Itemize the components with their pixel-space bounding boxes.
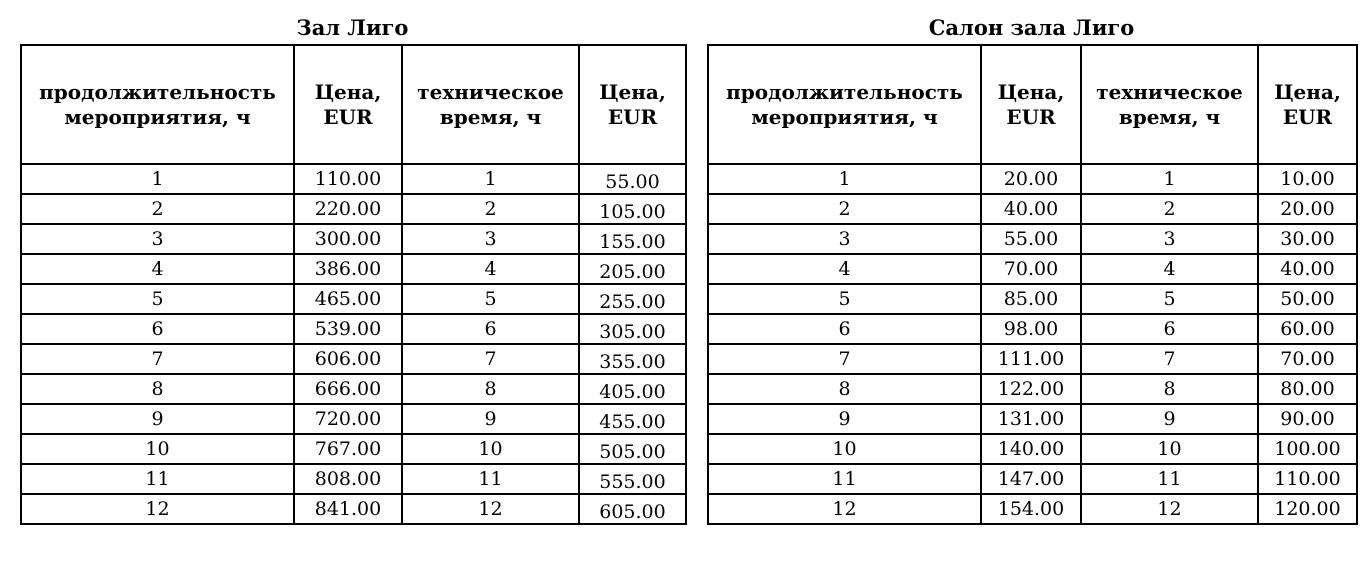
cell-duration-value: 3 xyxy=(838,228,851,250)
cell-technical-price-value: 255.00 xyxy=(599,291,666,313)
cell-duration-value: 11 xyxy=(145,468,170,490)
cell-technical-time-value: 6 xyxy=(1163,318,1176,340)
cell-price-value: 55.00 xyxy=(1003,228,1059,250)
cell-technical-price xyxy=(579,404,686,434)
cell-duration xyxy=(708,194,981,224)
cell-technical-price xyxy=(1258,164,1357,194)
table-row xyxy=(708,224,1357,254)
cell-duration xyxy=(21,314,294,344)
cell-price-value: 70.00 xyxy=(1003,258,1059,280)
cell-technical-price xyxy=(579,494,686,524)
cell-technical-price-value: 100.00 xyxy=(1274,438,1341,460)
table-row xyxy=(21,164,686,194)
cell-duration xyxy=(21,344,294,374)
cell-technical-price-value: 405.00 xyxy=(599,381,666,403)
cell-technical-price-value: 555.00 xyxy=(599,471,666,493)
cell-duration xyxy=(708,254,981,284)
cell-price xyxy=(294,194,402,224)
cell-technical-time-value: 10 xyxy=(478,438,503,460)
cell-duration-value: 2 xyxy=(151,198,164,220)
cell-technical-time-value: 12 xyxy=(1157,498,1182,520)
cell-price-value: 131.00 xyxy=(997,408,1065,430)
cell-technical-price-value: 90.00 xyxy=(1280,408,1335,430)
cell-technical-time xyxy=(1081,254,1258,284)
cell-technical-time xyxy=(1081,434,1258,464)
cell-duration xyxy=(21,254,294,284)
cell-duration-value: 7 xyxy=(838,348,851,370)
ligo-salon-table-body xyxy=(708,164,1357,524)
cell-technical-price xyxy=(579,254,686,284)
cell-duration xyxy=(21,284,294,314)
cell-technical-time xyxy=(402,194,579,224)
cell-technical-price xyxy=(1258,254,1357,284)
cell-price xyxy=(981,314,1081,344)
cell-technical-price xyxy=(1258,374,1357,404)
header-price: Цена, EUR xyxy=(981,45,1081,164)
cell-duration xyxy=(708,464,981,494)
cell-technical-price xyxy=(1258,464,1357,494)
cell-price xyxy=(294,464,402,494)
cell-technical-price xyxy=(1258,224,1357,254)
cell-technical-time xyxy=(1081,404,1258,434)
table-header-row xyxy=(21,45,686,164)
cell-technical-price-value: 505.00 xyxy=(599,441,666,463)
cell-duration-value: 1 xyxy=(151,168,164,190)
cell-duration xyxy=(708,284,981,314)
cell-price-value: 767.00 xyxy=(314,438,382,460)
cell-price xyxy=(294,434,402,464)
cell-technical-price xyxy=(1258,404,1357,434)
ligo-salon-price-table xyxy=(707,44,1358,525)
cell-price xyxy=(294,494,402,524)
cell-technical-price xyxy=(1258,194,1357,224)
cell-technical-time-value: 3 xyxy=(484,228,497,250)
cell-price xyxy=(981,164,1081,194)
header-technical-price: Цена, EUR xyxy=(1258,45,1357,164)
cell-duration-value: 9 xyxy=(151,408,164,430)
cell-duration-value: 7 xyxy=(151,348,164,370)
cell-technical-price-value: 155.00 xyxy=(599,231,666,253)
cell-technical-time-value: 12 xyxy=(478,498,503,520)
cell-technical-time xyxy=(402,374,579,404)
table-row xyxy=(21,224,686,254)
cell-price-value: 720.00 xyxy=(314,408,382,430)
cell-technical-time xyxy=(402,224,579,254)
cell-duration-value: 4 xyxy=(838,258,851,280)
cell-price-value: 465.00 xyxy=(314,288,382,310)
cell-price xyxy=(294,374,402,404)
cell-technical-price xyxy=(579,374,686,404)
table-row xyxy=(708,374,1357,404)
cell-price xyxy=(981,284,1081,314)
cell-technical-price-value: 10.00 xyxy=(1280,168,1335,190)
cell-technical-price-value: 355.00 xyxy=(599,351,666,373)
cell-price xyxy=(294,164,402,194)
cell-technical-price xyxy=(1258,344,1357,374)
cell-technical-price xyxy=(1258,434,1357,464)
cell-duration xyxy=(708,224,981,254)
cell-technical-price-value: 30.00 xyxy=(1280,228,1335,250)
cell-technical-price xyxy=(579,464,686,494)
table-row xyxy=(21,344,686,374)
cell-duration xyxy=(21,404,294,434)
cell-duration-value: 3 xyxy=(151,228,164,250)
cell-technical-time-value: 9 xyxy=(1163,408,1176,430)
cell-technical-price xyxy=(579,194,686,224)
cell-technical-price-value: 455.00 xyxy=(599,411,666,433)
table-row xyxy=(21,284,686,314)
cell-technical-time xyxy=(1081,164,1258,194)
cell-technical-time xyxy=(1081,374,1258,404)
table-row xyxy=(21,464,686,494)
cell-duration-value: 12 xyxy=(145,498,170,520)
cell-price xyxy=(981,344,1081,374)
cell-technical-price-value: 205.00 xyxy=(599,261,666,283)
cell-duration-value: 11 xyxy=(832,468,857,490)
cell-technical-time xyxy=(402,164,579,194)
cell-duration-value: 9 xyxy=(838,408,851,430)
cell-price-value: 122.00 xyxy=(997,378,1065,400)
ligo-hall-title: Зал Лиго xyxy=(296,15,409,40)
cell-technical-time xyxy=(402,464,579,494)
cell-duration xyxy=(708,494,981,524)
cell-price xyxy=(981,464,1081,494)
cell-price-value: 40.00 xyxy=(1003,198,1059,220)
cell-technical-time xyxy=(1081,224,1258,254)
cell-technical-time xyxy=(402,434,579,464)
cell-duration xyxy=(21,164,294,194)
cell-price-value: 154.00 xyxy=(997,498,1065,520)
cell-technical-price xyxy=(1258,494,1357,524)
cell-technical-price-value: 110.00 xyxy=(1274,468,1341,490)
cell-technical-time xyxy=(402,284,579,314)
cell-duration xyxy=(708,404,981,434)
cell-price xyxy=(981,494,1081,524)
table-row xyxy=(708,464,1357,494)
cell-price xyxy=(294,224,402,254)
cell-technical-price-value: 70.00 xyxy=(1280,348,1335,370)
cell-price xyxy=(981,194,1081,224)
cell-duration xyxy=(708,164,981,194)
cell-duration xyxy=(708,434,981,464)
table-row xyxy=(21,314,686,344)
cell-duration-value: 12 xyxy=(832,498,857,520)
cell-duration-value: 10 xyxy=(832,438,857,460)
table-row xyxy=(708,194,1357,224)
cell-price xyxy=(294,254,402,284)
cell-technical-time xyxy=(402,314,579,344)
cell-technical-price xyxy=(579,344,686,374)
cell-price xyxy=(294,284,402,314)
cell-price-value: 140.00 xyxy=(997,438,1065,460)
cell-duration-value: 5 xyxy=(838,288,851,310)
cell-technical-time-value: 1 xyxy=(484,168,497,190)
ligo-salon-block xyxy=(707,12,1356,525)
cell-price-value: 110.00 xyxy=(314,168,382,190)
cell-price xyxy=(294,404,402,434)
cell-technical-time-value: 7 xyxy=(484,348,497,370)
header-price: Цена, EUR xyxy=(294,45,402,164)
table-row xyxy=(21,494,686,524)
cell-duration xyxy=(708,314,981,344)
cell-technical-time-value: 2 xyxy=(484,198,497,220)
table-row xyxy=(21,404,686,434)
cell-technical-time xyxy=(402,344,579,374)
cell-price-value: 386.00 xyxy=(314,258,382,280)
cell-technical-price-value: 80.00 xyxy=(1280,378,1335,400)
table-row xyxy=(21,254,686,284)
cell-duration xyxy=(21,434,294,464)
cell-duration-value: 8 xyxy=(838,378,851,400)
header-technical-time: техническое время, ч xyxy=(1081,45,1258,164)
cell-technical-time-value: 1 xyxy=(1163,168,1176,190)
cell-technical-time-value: 4 xyxy=(484,258,497,280)
cell-price-value: 300.00 xyxy=(314,228,382,250)
cell-price xyxy=(981,434,1081,464)
cell-technical-price xyxy=(579,224,686,254)
cell-technical-time xyxy=(1081,284,1258,314)
cell-technical-price-value: 120.00 xyxy=(1274,498,1341,520)
cell-duration-value: 8 xyxy=(151,378,164,400)
header-duration: продолжительность мероприятия, ч xyxy=(708,45,981,164)
ligo-hall-block xyxy=(20,12,685,525)
ligo-hall-price-table xyxy=(20,44,687,525)
cell-price xyxy=(294,314,402,344)
cell-price-value: 220.00 xyxy=(314,198,382,220)
cell-duration-value: 6 xyxy=(151,318,164,340)
cell-price-value: 147.00 xyxy=(997,468,1065,490)
cell-technical-time-value: 5 xyxy=(484,288,497,310)
cell-price-value: 20.00 xyxy=(1003,168,1059,190)
table-row xyxy=(708,254,1357,284)
table-row xyxy=(708,314,1357,344)
cell-duration xyxy=(21,464,294,494)
header-technical-price: Цена, EUR xyxy=(579,45,686,164)
cell-duration-value: 4 xyxy=(151,258,164,280)
table-row xyxy=(708,284,1357,314)
cell-technical-price xyxy=(579,314,686,344)
cell-price xyxy=(981,224,1081,254)
cell-duration-value: 6 xyxy=(838,318,851,340)
cell-technical-time-value: 8 xyxy=(1163,378,1176,400)
cell-duration-value: 5 xyxy=(151,288,164,310)
cell-technical-time-value: 3 xyxy=(1163,228,1176,250)
cell-technical-time-value: 6 xyxy=(484,318,497,340)
cell-price-value: 111.00 xyxy=(997,348,1065,370)
header-technical-time: техническое время, ч xyxy=(402,45,579,164)
table-row xyxy=(708,344,1357,374)
cell-duration xyxy=(21,194,294,224)
cell-technical-time-value: 4 xyxy=(1163,258,1176,280)
cell-price-value: 85.00 xyxy=(1003,288,1059,310)
cell-technical-time-value: 11 xyxy=(1157,468,1182,490)
cell-technical-time-value: 8 xyxy=(484,378,497,400)
cell-technical-price xyxy=(1258,284,1357,314)
table-row xyxy=(708,434,1357,464)
cell-technical-time xyxy=(402,254,579,284)
cell-technical-time-value: 10 xyxy=(1157,438,1182,460)
cell-duration-value: 1 xyxy=(838,168,851,190)
cell-duration xyxy=(21,494,294,524)
cell-price xyxy=(981,374,1081,404)
table-row xyxy=(21,194,686,224)
ligo-hall-table-body xyxy=(21,164,686,524)
cell-technical-time xyxy=(1081,194,1258,224)
cell-technical-price-value: 605.00 xyxy=(599,501,666,523)
table-row xyxy=(21,374,686,404)
cell-technical-time-value: 5 xyxy=(1163,288,1176,310)
table-header-row xyxy=(708,45,1357,164)
table-row xyxy=(21,434,686,464)
cell-technical-time xyxy=(1081,314,1258,344)
cell-technical-price xyxy=(579,164,686,194)
cell-technical-price-value: 60.00 xyxy=(1280,318,1335,340)
cell-price-value: 841.00 xyxy=(314,498,382,520)
cell-technical-time-value: 9 xyxy=(484,408,497,430)
cell-technical-time xyxy=(402,494,579,524)
cell-price-value: 539.00 xyxy=(314,318,382,340)
cell-duration xyxy=(708,374,981,404)
cell-price xyxy=(294,344,402,374)
cell-technical-time xyxy=(402,404,579,434)
cell-technical-time-value: 7 xyxy=(1163,348,1176,370)
cell-duration-value: 10 xyxy=(145,438,170,460)
cell-technical-time-value: 11 xyxy=(478,468,503,490)
cell-duration xyxy=(21,224,294,254)
cell-technical-price-value: 40.00 xyxy=(1280,258,1335,280)
cell-technical-price xyxy=(579,434,686,464)
cell-price xyxy=(981,254,1081,284)
header-duration: продолжительность мероприятия, ч xyxy=(21,45,294,164)
cell-technical-price-value: 105.00 xyxy=(599,201,666,223)
table-row xyxy=(708,404,1357,434)
ligo-salon-title: Салон зала Лиго xyxy=(928,15,1135,40)
cell-price-value: 98.00 xyxy=(1003,318,1059,340)
cell-technical-time xyxy=(1081,494,1258,524)
cell-technical-price-value: 305.00 xyxy=(599,321,666,343)
cell-technical-price-value: 20.00 xyxy=(1280,198,1335,220)
cell-technical-time xyxy=(1081,344,1258,374)
cell-technical-time-value: 2 xyxy=(1163,198,1176,220)
cell-technical-price xyxy=(579,284,686,314)
cell-price-value: 808.00 xyxy=(314,468,382,490)
cell-duration xyxy=(21,374,294,404)
cell-technical-price xyxy=(1258,314,1357,344)
cell-price-value: 666.00 xyxy=(314,378,382,400)
cell-price-value: 606.00 xyxy=(314,348,382,370)
table-row xyxy=(708,494,1357,524)
cell-duration xyxy=(708,344,981,374)
cell-technical-time xyxy=(1081,464,1258,494)
table-row xyxy=(708,164,1357,194)
cell-price xyxy=(981,404,1081,434)
cell-technical-price-value: 50.00 xyxy=(1280,288,1335,310)
cell-duration-value: 2 xyxy=(838,198,851,220)
cell-technical-price-value: 55.00 xyxy=(605,171,660,193)
